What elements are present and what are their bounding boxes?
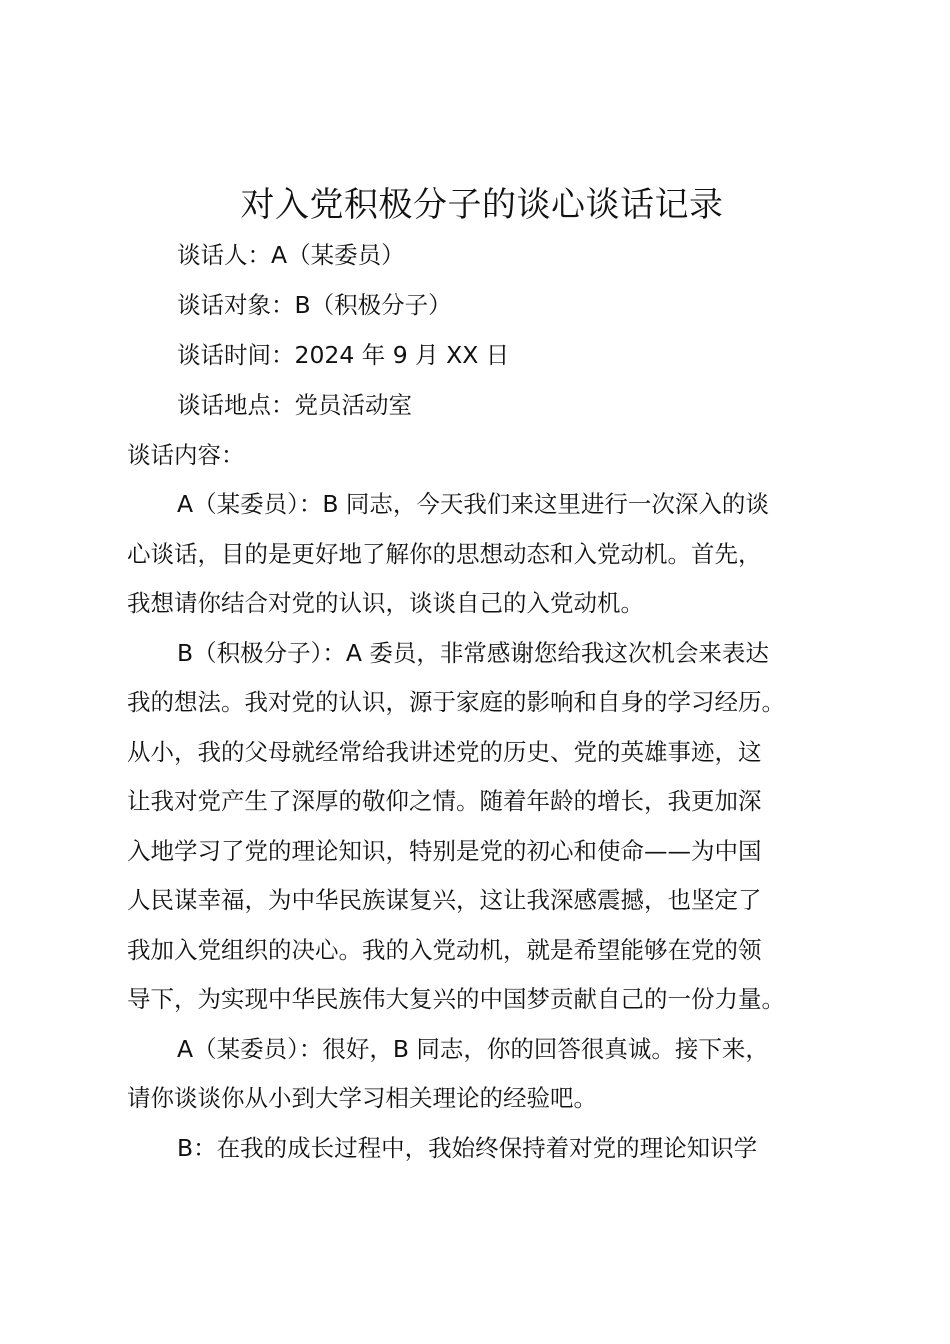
paragraph-line: 请你谈谈你从小到大学习相关理论的经验吧。 <box>127 1084 597 1112</box>
document-title: 对入党积极分子的谈心谈话记录 <box>240 185 724 225</box>
paragraph-line: 人民谋幸福，为中华民族谋复兴，这让我深感震撼，也坚定了 <box>127 886 762 914</box>
paragraph-b-experience <box>127 1124 837 1174</box>
meta-time: 谈话时间：2024 年 9 月 XX 日 <box>177 341 510 369</box>
content-label: 谈话内容： <box>127 441 245 469</box>
paragraph-line: 我加入党组织的决心。我的入党动机，就是希望能够在党的领 <box>127 935 762 964</box>
paragraph-a-followup <box>127 1025 837 1124</box>
paragraph-line: 让我对党产生了深厚的敬仰之情。随着年龄的增长，我更加深 <box>127 787 762 815</box>
paragraph-line: B：在我的成长过程中，我始终保持着对党的理论知识学 <box>177 1133 758 1162</box>
paragraph-line: 入地学习了党的理论知识，特别是党的初心和使命——为中国 <box>127 836 762 865</box>
paragraph-a-opening <box>127 480 837 629</box>
paragraph-line: 我想请你结合对党的认识，谈谈自己的入党动机。 <box>127 589 644 617</box>
paragraph-b-motivation <box>127 629 837 1025</box>
meta-location: 谈话地点：党员活动室 <box>177 391 412 419</box>
meta-subject: 谈话对象：B（积极分子） <box>177 291 452 319</box>
paragraph-line: 从小，我的父母就经常给我讲述党的历史、党的英雄事迹，这 <box>127 737 762 766</box>
paragraph-line: 心谈话，目的是更好地了解你的思想动态和入党动机。首先， <box>127 539 762 568</box>
paragraph-line: 我的想法。我对党的认识，源于家庭的影响和自身的学习经历。 <box>127 688 785 716</box>
document-page <box>127 180 837 1173</box>
meta-speaker: 谈话人：A（某委员） <box>177 241 405 269</box>
paragraph-line: A（某委员）：B 同志，今天我们来这里进行一次深入的谈 <box>177 490 769 518</box>
paragraph-line: B（积极分子）：A 委员，非常感谢您给我这次机会来表达 <box>177 638 769 667</box>
paragraph-line: A（某委员）：很好，B 同志，你的回答很真诚。接下来， <box>177 1034 769 1063</box>
paragraph-line: 导下，为实现中华民族伟大复兴的中国梦贡献自己的一份力量。 <box>127 985 785 1013</box>
